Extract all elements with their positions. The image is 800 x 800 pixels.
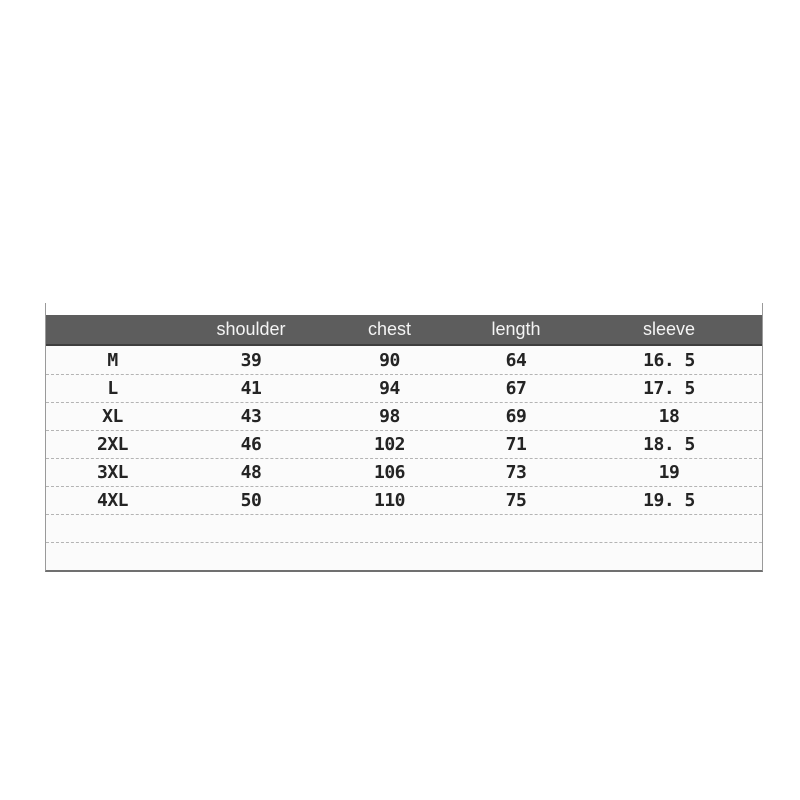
table-row [46, 486, 762, 514]
empty-table-row [46, 542, 762, 570]
measurement-cell: 18 [658, 406, 680, 427]
measurement-cell: 75 [505, 490, 527, 511]
measurement-cell: 17. 5 [643, 378, 695, 399]
size-chart-table [45, 303, 763, 572]
table-row [46, 374, 762, 402]
measurement-cell: 19 [658, 462, 680, 483]
table-row [46, 346, 762, 374]
measurement-cell: 94 [379, 378, 400, 399]
measurement-cell: 73 [505, 462, 527, 483]
header-cell-chest: chest [367, 319, 412, 339]
measurement-cell: 102 [373, 434, 405, 455]
table-row [46, 430, 762, 458]
size-cell: L [107, 378, 118, 399]
table-top-strip [46, 303, 762, 315]
table-header-row [46, 315, 762, 346]
table-row [46, 458, 762, 486]
measurement-cell: 19. 5 [643, 490, 695, 511]
measurement-cell: 48 [240, 462, 262, 483]
table-row [46, 402, 762, 430]
header-cell-length: length [491, 319, 541, 339]
measurement-cell: 90 [379, 349, 400, 371]
size-cell: 4XL [96, 490, 128, 511]
measurement-cell: 46 [240, 434, 262, 455]
measurement-cell: 16. 5 [643, 349, 695, 371]
header-cell-sleeve: sleeve [642, 319, 696, 339]
measurement-cell: 18. 5 [643, 434, 695, 455]
table-body [46, 346, 762, 570]
measurement-cell: 41 [240, 378, 262, 399]
measurement-cell: 110 [373, 490, 405, 511]
size-cell: XL [102, 406, 123, 427]
measurement-cell: 106 [373, 462, 405, 483]
measurement-cell: 64 [505, 349, 527, 371]
size-cell: 2XL [96, 434, 128, 455]
measurement-cell: 67 [505, 378, 527, 399]
size-cell: 3XL [96, 462, 128, 483]
empty-table-row [46, 514, 762, 542]
header-cell-shoulder: shoulder [216, 319, 286, 339]
measurement-cell: 71 [505, 434, 527, 455]
size-cell: M [107, 349, 118, 371]
measurement-cell: 39 [240, 349, 262, 371]
measurement-cell: 69 [505, 406, 527, 427]
measurement-cell: 98 [379, 406, 400, 427]
measurement-cell: 43 [240, 406, 262, 427]
measurement-cell: 50 [240, 490, 262, 511]
